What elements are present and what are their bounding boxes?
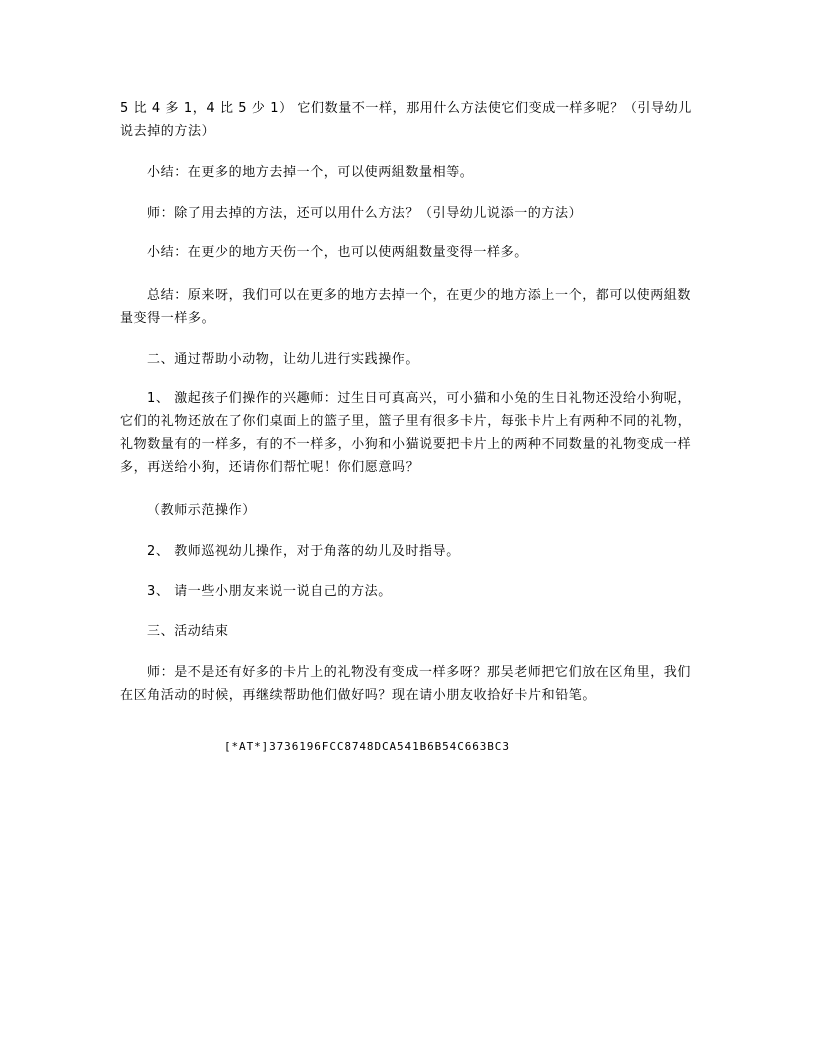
section-heading-practice: 二、通过帮助小动物，让幼儿进行实践操作。	[147, 352, 420, 367]
paragraph-comparison-question: 5 比 4 多 1，4 比 5 少 1） 它们数量不一样，那用什么方法使它们变成一样多呢？（引导幼儿说去掉的方法）	[120, 101, 692, 139]
paragraph-summary-remove: 小结：在更多的地方去掉一个，可以使两組数量相等。	[147, 165, 474, 180]
document-id-code: [*AT*]3736196FCC8748DCA541B6B54C663BC3	[224, 740, 510, 753]
paragraph-conclusion: 总结：原来呀，我们可以在更多的地方去掉一个，在更少的地方添上一个，都可以使两組数量变得一样多。	[120, 288, 692, 326]
paragraph-closing: 师：是不是还有好多的卡片上的礼物没有变成一样多呀？那吴老师把它们放在区角里，我们在区角活动的时候，再继续帮助他们做好吗？现在请小朋友收拾好卡片和铅笔。	[120, 665, 692, 703]
paragraph-step-2: 2、 教师巡视幼儿操作，对于角落的幼儿及时指导。	[147, 544, 460, 559]
paragraph-teacher-demo: （教师示范操作）	[147, 503, 256, 518]
paragraph-teacher-question: 师：除了用去掉的方法，还可以用什么方法？（引导幼儿说添一的方法）	[147, 206, 583, 221]
paragraph-summary-add: 小结：在更少的地方天伤一个，也可以使两組数量变得一样多。	[147, 245, 528, 260]
paragraph-step-1: 1、 激起孩子们操作的兴趣师：过生日可真高兴，可小猫和小兔的生日礼物还没给小狗呢，它们的礼物还放在了你们桌面上的篮子里，篮子里有很多卡片，每张卡片上有两种不同的礼物，礼物数量有的一样多，有的不一样多，小狗和小猫说要把卡片上的两种不同数量的礼物变成一样多，再送给小狗，还请你们帮忙呢！你们愿意吗？	[120, 391, 692, 475]
paragraph-step-3: 3、 请一些小朋友来说一说自己的方法。	[147, 584, 392, 599]
section-heading-end: 三、活动结束	[147, 624, 229, 639]
